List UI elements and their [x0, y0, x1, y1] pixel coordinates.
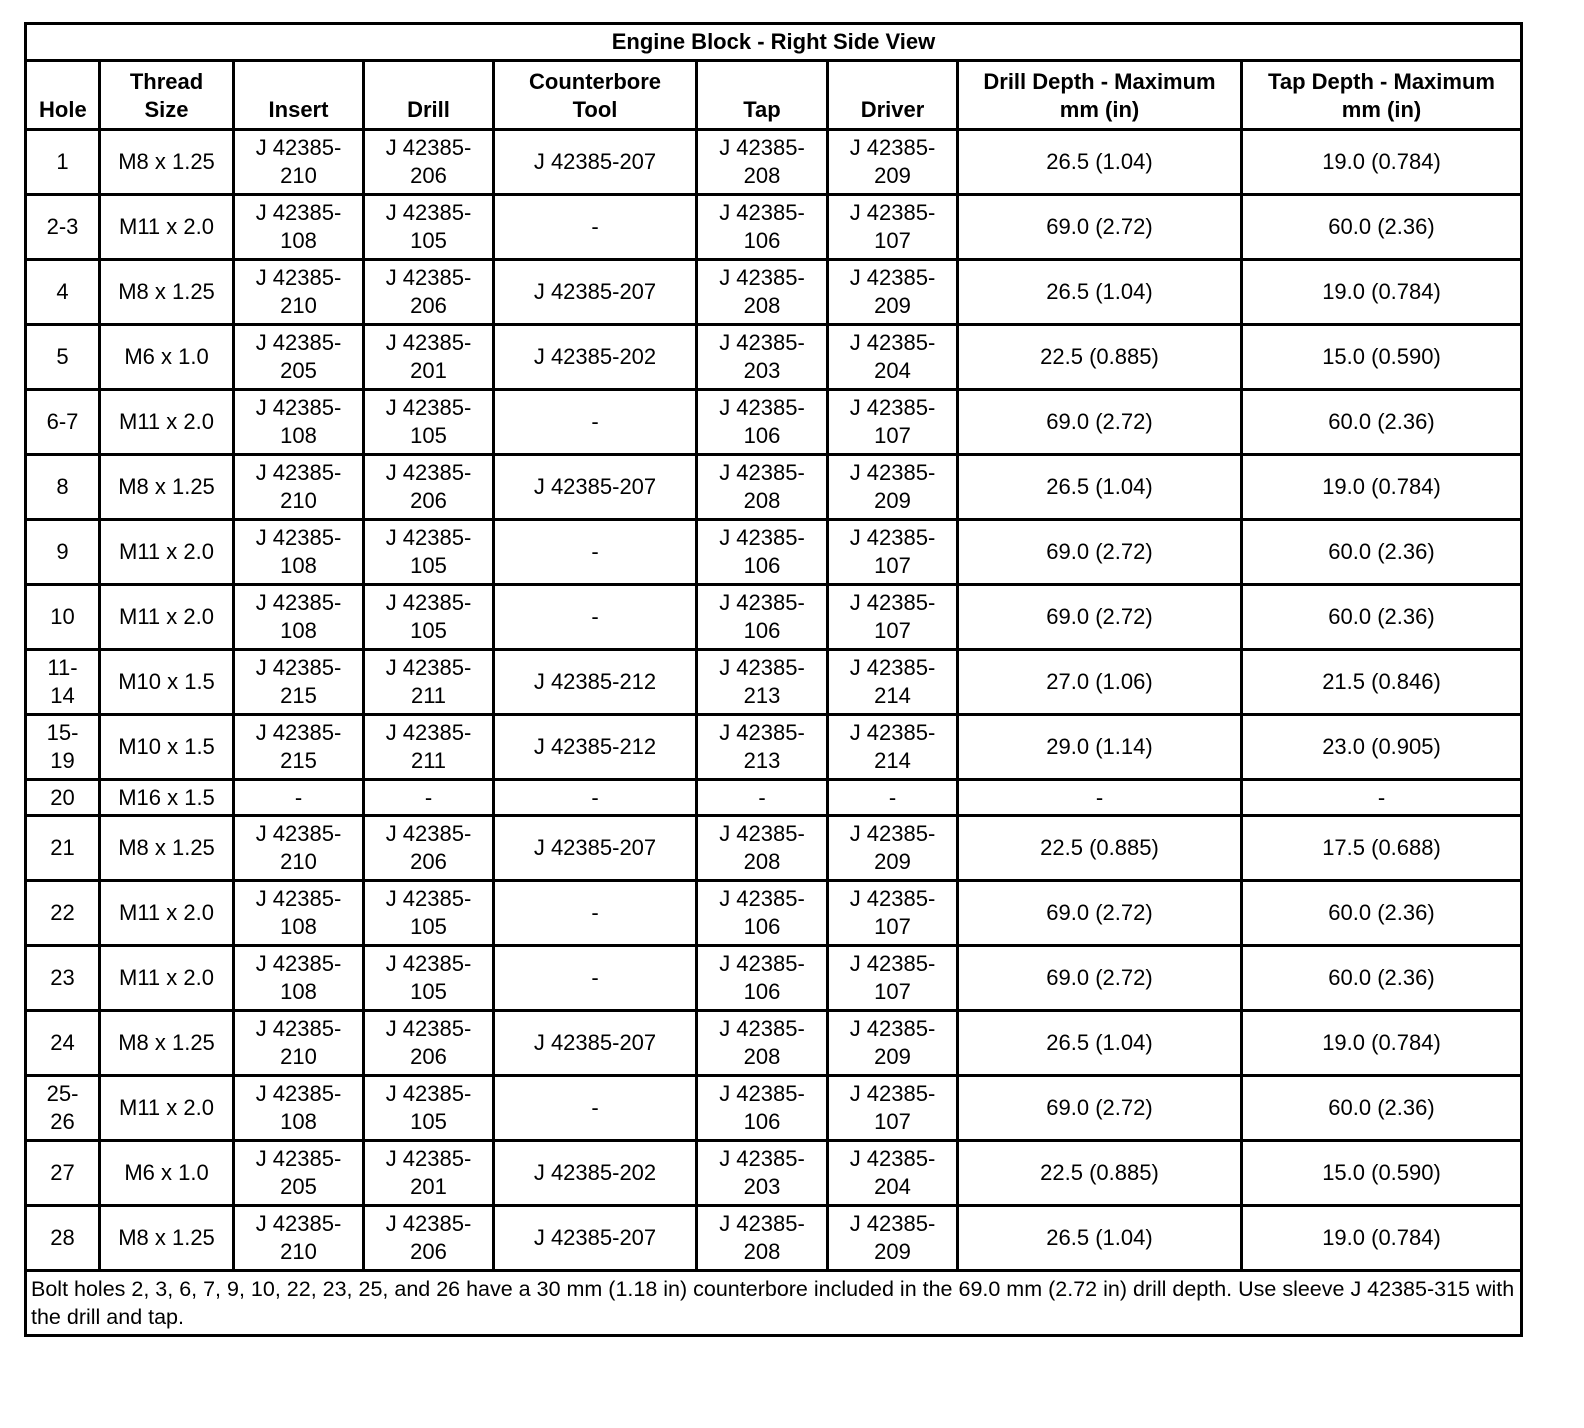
cell-counterbore-tool: - — [494, 780, 697, 816]
cell-thread-size: M8 x 1.25 — [100, 455, 234, 520]
cell-drill: J 42385-105 — [364, 946, 494, 1011]
table-row — [26, 325, 1522, 390]
cell-drill-depth: 26.5 (1.04) — [958, 1011, 1242, 1076]
cell-counterbore-tool: J 42385-207 — [494, 455, 697, 520]
cell-hole: 24 — [26, 1011, 100, 1076]
cell-insert: J 42385-108 — [234, 520, 364, 585]
cell-insert: J 42385-108 — [234, 195, 364, 260]
cell-insert: J 42385-210 — [234, 1011, 364, 1076]
cell-tap-depth: 60.0 (2.36) — [1242, 390, 1522, 455]
table-note: Bolt holes 2, 3, 6, 7, 9, 10, 22, 23, 25, and 26 have a 30 mm (1.18 in) counterbore included in the 69.0 mm (2.72 in) drill depth. Use sleeve J 42385-315 with the drill and tap. — [26, 1271, 1522, 1336]
cell-thread-size: M11 x 2.0 — [100, 520, 234, 585]
cell-drill: J 42385-105 — [364, 1076, 494, 1141]
cell-thread-size: M8 x 1.25 — [100, 1011, 234, 1076]
cell-insert: J 42385-108 — [234, 585, 364, 650]
cell-thread-size: M8 x 1.25 — [100, 260, 234, 325]
cell-hole: 2-3 — [26, 195, 100, 260]
engine-block-table — [24, 22, 1523, 1337]
cell-counterbore-tool: J 42385-207 — [494, 130, 697, 195]
cell-drill-depth: 27.0 (1.06) — [958, 650, 1242, 715]
cell-hole: 4 — [26, 260, 100, 325]
cell-hole: 10 — [26, 585, 100, 650]
cell-drill: J 42385-206 — [364, 260, 494, 325]
table-row — [26, 1206, 1522, 1271]
cell-driver: J 42385-209 — [828, 1011, 958, 1076]
cell-drill-depth: 26.5 (1.04) — [958, 130, 1242, 195]
cell-driver: J 42385-209 — [828, 130, 958, 195]
cell-insert: J 42385-108 — [234, 1076, 364, 1141]
cell-drill: J 42385-206 — [364, 1206, 494, 1271]
cell-drill: J 42385-105 — [364, 520, 494, 585]
cell-driver: J 42385-214 — [828, 715, 958, 780]
cell-thread-size: M11 x 2.0 — [100, 881, 234, 946]
cell-thread-size: M10 x 1.5 — [100, 650, 234, 715]
cell-counterbore-tool: J 42385-207 — [494, 1011, 697, 1076]
cell-tap-depth: 15.0 (0.590) — [1242, 325, 1522, 390]
cell-driver: J 42385-204 — [828, 1141, 958, 1206]
cell-drill: J 42385-206 — [364, 455, 494, 520]
cell-drill: J 42385-211 — [364, 715, 494, 780]
cell-drill-depth: 26.5 (1.04) — [958, 260, 1242, 325]
cell-drill-depth: 69.0 (2.72) — [958, 390, 1242, 455]
cell-thread-size: M11 x 2.0 — [100, 390, 234, 455]
cell-counterbore-tool: - — [494, 390, 697, 455]
cell-drill-depth: 69.0 (2.72) — [958, 520, 1242, 585]
column-header-tap: Tap — [697, 61, 828, 130]
cell-driver: J 42385-107 — [828, 585, 958, 650]
cell-tap: J 42385-208 — [697, 455, 828, 520]
cell-drill: J 42385-206 — [364, 816, 494, 881]
cell-tap: J 42385-106 — [697, 881, 828, 946]
cell-driver: J 42385-107 — [828, 1076, 958, 1141]
cell-drill-depth: 69.0 (2.72) — [958, 585, 1242, 650]
column-header-counterbore-tool: Counterbore Tool — [494, 61, 697, 130]
cell-drill-depth: 26.5 (1.04) — [958, 455, 1242, 520]
cell-tap: J 42385-106 — [697, 585, 828, 650]
table-row — [26, 390, 1522, 455]
cell-counterbore-tool: - — [494, 881, 697, 946]
cell-tap: J 42385-208 — [697, 130, 828, 195]
cell-drill: J 42385-211 — [364, 650, 494, 715]
cell-tap: J 42385-106 — [697, 946, 828, 1011]
cell-insert: J 42385-210 — [234, 130, 364, 195]
table-row — [26, 715, 1522, 780]
cell-driver: J 42385-209 — [828, 455, 958, 520]
cell-driver: J 42385-209 — [828, 816, 958, 881]
cell-counterbore-tool: - — [494, 585, 697, 650]
cell-drill-depth: - — [958, 780, 1242, 816]
cell-driver: J 42385-214 — [828, 650, 958, 715]
cell-counterbore-tool: J 42385-207 — [494, 1206, 697, 1271]
cell-tap: J 42385-106 — [697, 390, 828, 455]
cell-tap-depth: 19.0 (0.784) — [1242, 130, 1522, 195]
cell-drill-depth: 22.5 (0.885) — [958, 1141, 1242, 1206]
cell-driver: J 42385-204 — [828, 325, 958, 390]
table-row — [26, 130, 1522, 195]
cell-insert: - — [234, 780, 364, 816]
cell-insert: J 42385-210 — [234, 816, 364, 881]
cell-tap: J 42385-213 — [697, 715, 828, 780]
cell-drill-depth: 26.5 (1.04) — [958, 1206, 1242, 1271]
cell-thread-size: M8 x 1.25 — [100, 1206, 234, 1271]
cell-thread-size: M16 x 1.5 — [100, 780, 234, 816]
cell-tap-depth: 60.0 (2.36) — [1242, 946, 1522, 1011]
table-row — [26, 780, 1522, 816]
cell-tap-depth: 21.5 (0.846) — [1242, 650, 1522, 715]
cell-hole: 23 — [26, 946, 100, 1011]
column-header-thread-size: Thread Size — [100, 61, 234, 130]
cell-tap-depth: 60.0 (2.36) — [1242, 195, 1522, 260]
header-row — [26, 61, 1522, 130]
table-row — [26, 946, 1522, 1011]
cell-insert: J 42385-108 — [234, 946, 364, 1011]
cell-thread-size: M11 x 2.0 — [100, 946, 234, 1011]
cell-counterbore-tool: J 42385-207 — [494, 260, 697, 325]
table-row — [26, 195, 1522, 260]
cell-drill-depth: 69.0 (2.72) — [958, 946, 1242, 1011]
cell-drill-depth: 69.0 (2.72) — [958, 881, 1242, 946]
cell-tap-depth: 19.0 (0.784) — [1242, 260, 1522, 325]
cell-tap: - — [697, 780, 828, 816]
cell-tap-depth: 60.0 (2.36) — [1242, 585, 1522, 650]
cell-drill-depth: 29.0 (1.14) — [958, 715, 1242, 780]
cell-counterbore-tool: - — [494, 946, 697, 1011]
cell-tap: J 42385-106 — [697, 520, 828, 585]
cell-insert: J 42385-108 — [234, 390, 364, 455]
table-row — [26, 1011, 1522, 1076]
table-row — [26, 260, 1522, 325]
cell-hole: 25-26 — [26, 1076, 100, 1141]
cell-drill: - — [364, 780, 494, 816]
cell-drill: J 42385-105 — [364, 881, 494, 946]
table-row — [26, 1141, 1522, 1206]
cell-tap: J 42385-203 — [697, 1141, 828, 1206]
cell-insert: J 42385-210 — [234, 455, 364, 520]
cell-drill: J 42385-105 — [364, 585, 494, 650]
table-row — [26, 816, 1522, 881]
cell-hole: 6-7 — [26, 390, 100, 455]
cell-counterbore-tool: J 42385-202 — [494, 325, 697, 390]
cell-hole: 15-19 — [26, 715, 100, 780]
cell-hole: 11-14 — [26, 650, 100, 715]
cell-tap: J 42385-106 — [697, 195, 828, 260]
table-row — [26, 881, 1522, 946]
cell-tap-depth: 60.0 (2.36) — [1242, 1076, 1522, 1141]
cell-drill: J 42385-206 — [364, 130, 494, 195]
cell-hole: 27 — [26, 1141, 100, 1206]
column-header-drill: Drill — [364, 61, 494, 130]
cell-tap-depth: 23.0 (0.905) — [1242, 715, 1522, 780]
cell-hole: 8 — [26, 455, 100, 520]
cell-tap-depth: 19.0 (0.784) — [1242, 455, 1522, 520]
cell-counterbore-tool: J 42385-212 — [494, 715, 697, 780]
cell-drill: J 42385-105 — [364, 195, 494, 260]
table-row — [26, 455, 1522, 520]
cell-insert: J 42385-215 — [234, 650, 364, 715]
cell-thread-size: M6 x 1.0 — [100, 325, 234, 390]
cell-hole: 1 — [26, 130, 100, 195]
cell-thread-size: M8 x 1.25 — [100, 130, 234, 195]
cell-thread-size: M11 x 2.0 — [100, 585, 234, 650]
cell-driver: J 42385-107 — [828, 946, 958, 1011]
cell-drill: J 42385-201 — [364, 1141, 494, 1206]
cell-drill: J 42385-105 — [364, 390, 494, 455]
cell-counterbore-tool: J 42385-202 — [494, 1141, 697, 1206]
column-header-drill-depth: Drill Depth - Maximum mm (in) — [958, 61, 1242, 130]
cell-counterbore-tool: - — [494, 1076, 697, 1141]
cell-tap: J 42385-213 — [697, 650, 828, 715]
cell-thread-size: M8 x 1.25 — [100, 816, 234, 881]
cell-driver: J 42385-107 — [828, 195, 958, 260]
cell-driver: - — [828, 780, 958, 816]
cell-tap-depth: - — [1242, 780, 1522, 816]
cell-drill: J 42385-201 — [364, 325, 494, 390]
cell-hole: 9 — [26, 520, 100, 585]
cell-drill-depth: 22.5 (0.885) — [958, 816, 1242, 881]
cell-tap: J 42385-106 — [697, 1076, 828, 1141]
cell-insert: J 42385-215 — [234, 715, 364, 780]
cell-hole: 5 — [26, 325, 100, 390]
cell-driver: J 42385-209 — [828, 260, 958, 325]
cell-insert: J 42385-108 — [234, 881, 364, 946]
column-header-tap-depth: Tap Depth - Maximum mm (in) — [1242, 61, 1522, 130]
cell-tap-depth: 19.0 (0.784) — [1242, 1206, 1522, 1271]
cell-drill-depth: 22.5 (0.885) — [958, 325, 1242, 390]
cell-driver: J 42385-107 — [828, 390, 958, 455]
cell-tap-depth: 19.0 (0.784) — [1242, 1011, 1522, 1076]
cell-counterbore-tool: J 42385-207 — [494, 816, 697, 881]
cell-tap-depth: 60.0 (2.36) — [1242, 520, 1522, 585]
column-header-insert: Insert — [234, 61, 364, 130]
cell-drill-depth: 69.0 (2.72) — [958, 1076, 1242, 1141]
cell-driver: J 42385-107 — [828, 881, 958, 946]
cell-counterbore-tool: - — [494, 195, 697, 260]
cell-thread-size: M10 x 1.5 — [100, 715, 234, 780]
cell-tap: J 42385-208 — [697, 260, 828, 325]
cell-insert: J 42385-210 — [234, 260, 364, 325]
cell-hole: 20 — [26, 780, 100, 816]
cell-thread-size: M11 x 2.0 — [100, 1076, 234, 1141]
cell-insert: J 42385-205 — [234, 325, 364, 390]
cell-insert: J 42385-210 — [234, 1206, 364, 1271]
cell-driver: J 42385-107 — [828, 520, 958, 585]
cell-drill-depth: 69.0 (2.72) — [958, 195, 1242, 260]
cell-tap: J 42385-208 — [697, 1011, 828, 1076]
cell-hole: 21 — [26, 816, 100, 881]
table-row — [26, 520, 1522, 585]
cell-insert: J 42385-205 — [234, 1141, 364, 1206]
cell-counterbore-tool: - — [494, 520, 697, 585]
cell-tap: J 42385-203 — [697, 325, 828, 390]
cell-tap-depth: 15.0 (0.590) — [1242, 1141, 1522, 1206]
cell-tap-depth: 60.0 (2.36) — [1242, 881, 1522, 946]
table-row — [26, 650, 1522, 715]
cell-tap: J 42385-208 — [697, 1206, 828, 1271]
cell-hole: 28 — [26, 1206, 100, 1271]
table-title: Engine Block - Right Side View — [26, 24, 1522, 61]
table-row — [26, 1076, 1522, 1141]
cell-thread-size: M11 x 2.0 — [100, 195, 234, 260]
table-row — [26, 585, 1522, 650]
cell-tap-depth: 17.5 (0.688) — [1242, 816, 1522, 881]
column-header-driver: Driver — [828, 61, 958, 130]
cell-drill: J 42385-206 — [364, 1011, 494, 1076]
cell-counterbore-tool: J 42385-212 — [494, 650, 697, 715]
cell-driver: J 42385-209 — [828, 1206, 958, 1271]
cell-tap: J 42385-208 — [697, 816, 828, 881]
column-header-hole: Hole — [26, 61, 100, 130]
cell-hole: 22 — [26, 881, 100, 946]
cell-thread-size: M6 x 1.0 — [100, 1141, 234, 1206]
